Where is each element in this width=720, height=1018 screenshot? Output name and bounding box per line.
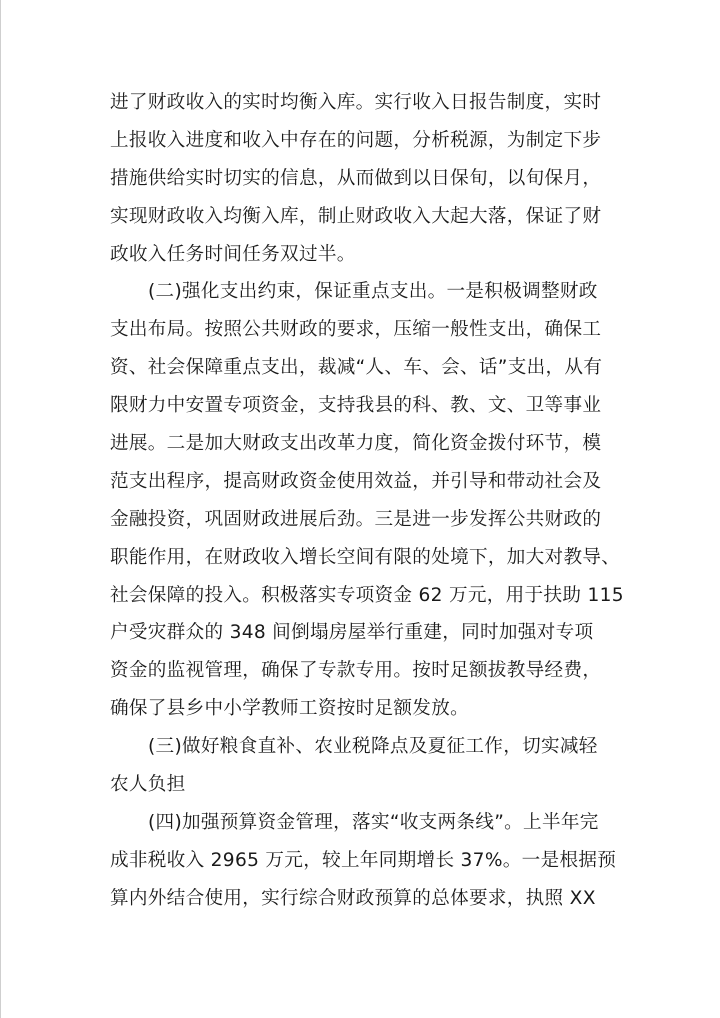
text-line: 农人负担 <box>110 774 186 796</box>
text-line: 资金的监视管理，确保了专款专用。按时足额拔教导经费， <box>110 660 602 682</box>
text-line: 支出布局。按照公共财政的要求，压缩一般性支出，确保工 <box>110 319 602 341</box>
text-line: 措施供给实时切实的信息，从而做到以日保旬，以旬保月， <box>110 167 602 189</box>
text-line: 限财力中安置专项资金，支持我县的科、教、文、卫等事业 <box>110 395 602 417</box>
text-line: 进展。二是加大财政支出改革力度，简化资金拨付环节，模 <box>110 433 602 455</box>
text-line: 上报收入进度和收入中存在的问题，分析税源，为制定下步 <box>110 129 602 151</box>
text-line: 范支出程序，提高财政资金使用效益，并引导和带动社会及 <box>110 470 602 492</box>
text-line: (三)做好粮食直补、农业税降点及夏征工作，切实减轻 <box>148 736 598 758</box>
text-line: 户受灾群众的 348 间倒塌房屋举行重建，同时加强对专项 <box>110 622 594 644</box>
text-line: 政收入任务时间任务双过半。 <box>110 243 356 265</box>
text-line: 金融投资，巩固财政进展后劲。三是进一步发挥公共财政的 <box>110 508 602 530</box>
document-body <box>110 84 624 918</box>
text-line: 资、社会保障重点支出，裁减“人、车、会、话”支出，从有 <box>110 357 603 379</box>
text-line: 算内外结合使用，实行综合财政预算的总体要求，执照 XX <box>110 887 596 909</box>
text-line: 社会保障的投入。积极落实专项资金 62 万元，用于扶助 115 <box>110 584 624 606</box>
text-line: 进了财政收入的实时均衡入库。实行收入日报告制度，实时 <box>110 92 602 113</box>
text-line: 实现财政收入均衡入库，制止财政收入大起大落，保证了财 <box>110 205 602 227</box>
text-line: (四)加强预算资金管理，落实“收支两条线”。上半年完 <box>148 811 599 833</box>
text-line: 职能作用，在财政收入增长空间有限的处境下，加大对教导、 <box>110 546 621 568</box>
page-left-border <box>0 0 1 1018</box>
text-line: (二)强化支出约束，保证重点支出。一是积极调整财政 <box>148 281 598 303</box>
text-line: 确保了县乡中小学教师工资按时足额发放。 <box>110 698 469 720</box>
text-line: 成非税收入 2965 万元，较上年同期增长 37%。一是根据预 <box>110 849 617 871</box>
